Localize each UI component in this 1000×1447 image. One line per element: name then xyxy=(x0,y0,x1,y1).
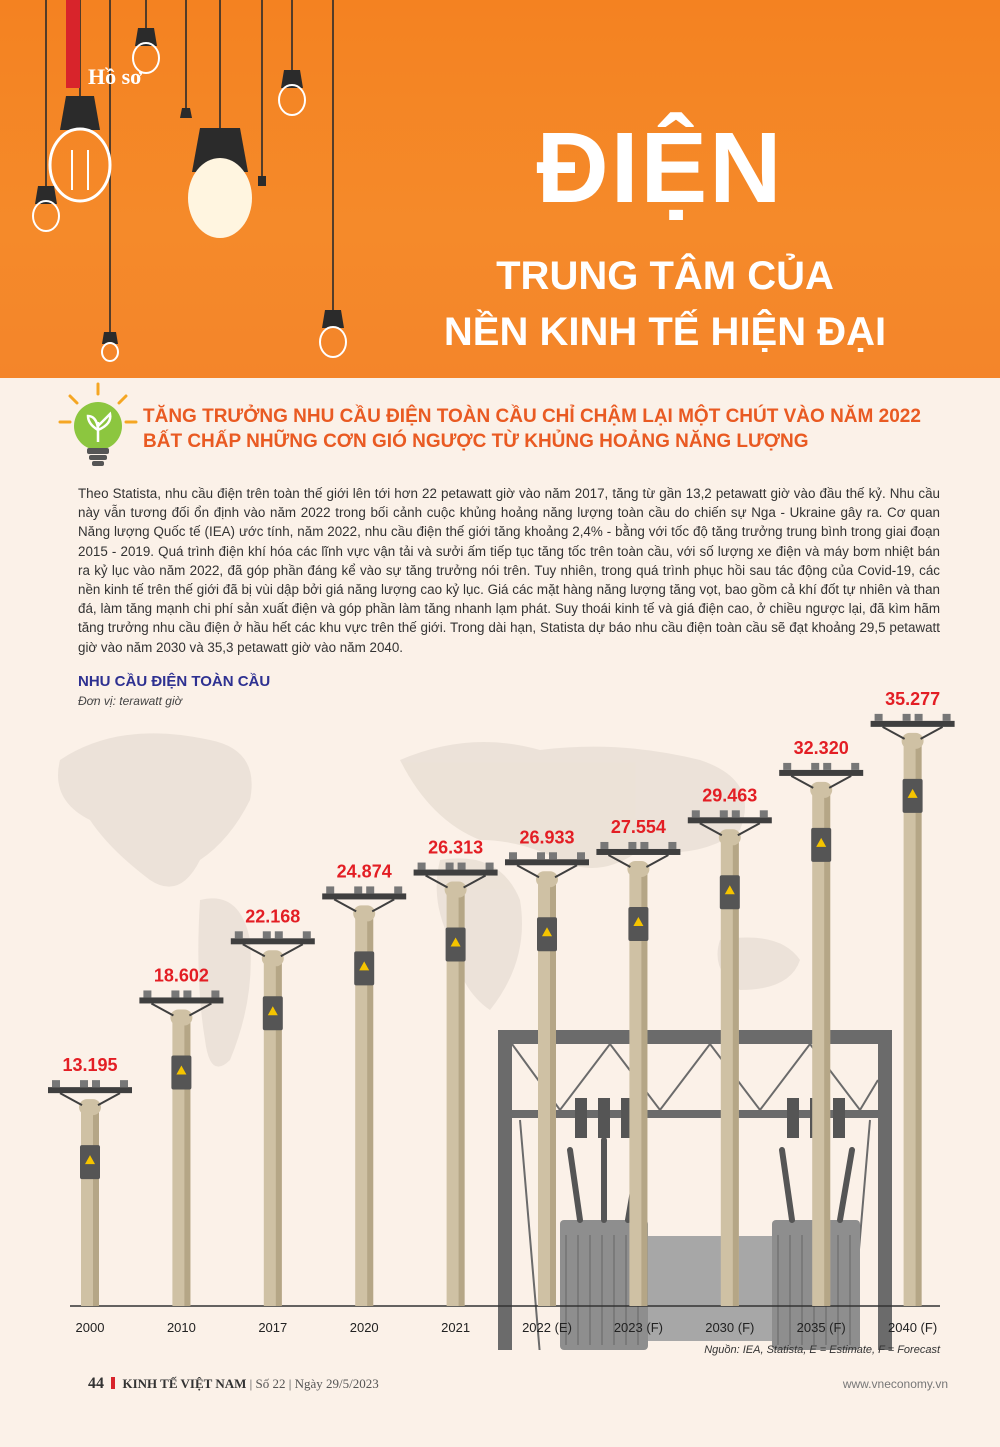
x-tick-label: 2017 xyxy=(258,1320,288,1335)
x-tick-label: 2035 (F) xyxy=(796,1320,846,1335)
x-tick-label: 2010 xyxy=(166,1320,196,1335)
page-number: 44 xyxy=(88,1375,104,1392)
section-tag: Hồ sơ xyxy=(88,64,143,89)
website-link[interactable]: www.vneconomy.vn xyxy=(842,1377,948,1391)
chart-title: NHU CẦU ĐIỆN TOÀN CẦU xyxy=(78,673,271,690)
page-subtitle xyxy=(395,248,935,360)
value-label: 29.463 xyxy=(702,785,758,806)
bulb-icon xyxy=(258,176,266,186)
pole-bar xyxy=(48,1080,132,1306)
value-label: 24.874 xyxy=(336,861,392,882)
chart-source: Nguồn: IEA, Statista, E = Estimate, F = Forecast xyxy=(704,1344,940,1356)
value-label: 26.313 xyxy=(428,837,484,858)
bulb-icon xyxy=(102,332,118,361)
footer-separator: | xyxy=(249,1376,256,1391)
chart-unit: Đơn vị: terawatt giờ xyxy=(78,694,182,708)
bulb-icon xyxy=(320,310,346,357)
x-tick-label: 2023 (F) xyxy=(613,1320,663,1335)
x-tick-label: 2022 (E) xyxy=(522,1320,572,1335)
bulb-icon xyxy=(33,186,59,231)
x-tick-label: 2030 (F) xyxy=(705,1320,755,1335)
lit-bulb-icon xyxy=(188,128,252,238)
bulb-icon xyxy=(50,96,110,201)
hanging-bulbs-illustration xyxy=(0,0,380,378)
subheading-line-1: TĂNG TRƯỞNG NHU CẦU ĐIỆN TOÀN CẦU CHỈ CHẬM LẠI MỘT CHÚT VÀO NĂM 2022 xyxy=(143,406,921,427)
issue-number: Số 22 xyxy=(255,1376,286,1391)
header-banner xyxy=(0,0,1000,378)
substation-illustration xyxy=(498,1030,892,1350)
value-label: 27.554 xyxy=(610,816,666,837)
page-footer xyxy=(88,1375,948,1397)
demand-chart xyxy=(0,640,1000,1350)
article-subheading xyxy=(143,404,963,454)
x-tick-label: 2000 xyxy=(75,1320,105,1335)
issue-date: Ngày 29/5/2023 xyxy=(294,1376,379,1391)
x-tick-label: 2021 xyxy=(441,1320,471,1335)
value-label: 18.602 xyxy=(153,965,209,986)
footer-marker xyxy=(111,1377,115,1389)
x-tick-label: 2020 xyxy=(349,1320,379,1335)
bulb-icon xyxy=(279,70,305,115)
page-title: ĐIỆN xyxy=(536,112,784,224)
pole-bar xyxy=(322,886,406,1306)
bulb-icon xyxy=(180,108,192,118)
lightbulb-leaf-icon xyxy=(58,382,138,470)
footer-separator: | xyxy=(288,1376,295,1391)
world-map-background xyxy=(58,733,800,1066)
value-label: 32.320 xyxy=(793,737,849,758)
x-tick-label: 2040 (F) xyxy=(888,1320,938,1335)
subheading-line-2: BẤT CHẤP NHỮNG CƠN GIÓ NGƯỢC TỪ KHỦNG HOẢNG NĂNG LƯỢNG xyxy=(143,431,809,452)
section-marker xyxy=(66,0,80,88)
subtitle-line-2: NỀN KINH TẾ HIỆN ĐẠI xyxy=(443,310,887,354)
article-body: Theo Statista, nhu cầu điện trên toàn thế giới lên tới hơn 22 petawatt giờ vào năm 2017, tăng từ gần 13,2 petawatt giờ vào đầu thế kỷ. Nhu cầu này vẫn tương đối ổn định vào năm 2022 trong bối cảnh cuộc khủng hoảng năng lượng toàn cầu do chiến sự Nga - Ukraine gây ra. Cơ quan Năng lượng Quốc tế (IEA) ước tính, năm 2022, nhu cầu điện thế giới tăng khoảng 2,4% - bằng với tốc độ tăng trưởng trung bình trong giai đoạn 2015 - 2019. Quá trình điện khí hóa các lĩnh vực vận tải và sưởi ấm tiếp tục tăng tốc trên toàn cầu, với số lượng xe điện và máy bơm nhiệt bán ra kỷ lục vào năm 2022, đã góp phần đáng kể vào sự tăng trưởng nói trên. Tuy nhiên, trong quá trình phục hồi sau tác động của Covid-19, các nền kinh tế trên thế giới đã bị vùi dập bởi giá năng lượng cao kỷ lục. Giá các mặt hàng năng lượng tăng vọt, bao gồm cả khí đốt tự nhiên và than đá, làm tăng mạnh chi phí sản xuất điện và góp phần làm tăng nhanh lạm phát. Suy thoái kinh tế và giá điện cao, ở chiều ngược lại, đã kìm hãm tăng trưởng nhu cầu điện ở hầu hết các khu vực trên thế giới. Trong dài hạn, Statista dự báo nhu cầu điện toàn cầu sẽ đạt khoảng 29,5 petawatt giờ vào năm 2030 và 35,3 petawatt giờ vào năm 2040. xyxy=(78,486,940,655)
magazine-name: KINH TẾ VIỆT NAM xyxy=(122,1376,247,1391)
value-label: 22.168 xyxy=(245,906,301,927)
value-label: 35.277 xyxy=(885,688,941,709)
value-label: 13.195 xyxy=(62,1055,118,1076)
subtitle-line-1: TRUNG TÂM CỦA xyxy=(496,254,834,298)
value-label: 26.933 xyxy=(519,827,575,848)
